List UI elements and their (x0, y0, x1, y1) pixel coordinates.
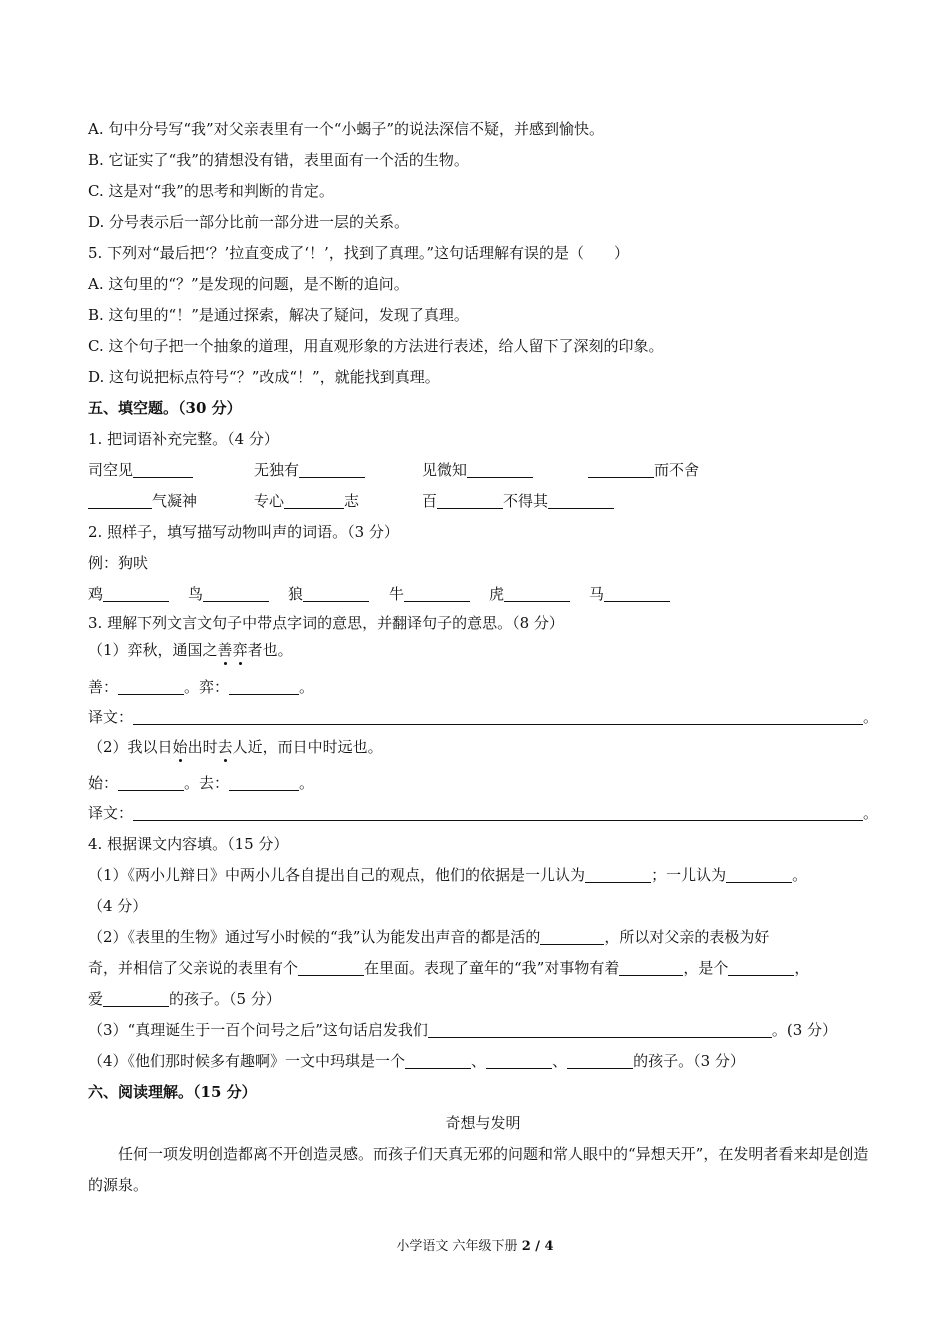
s5-q3-words2 (88, 764, 878, 798)
blank[interactable] (437, 491, 503, 509)
blank[interactable] (467, 460, 533, 478)
q4-option-c: C. 这是对“我”的思考和判断的肯定。 (88, 182, 334, 200)
period: 。 (863, 708, 879, 726)
blank[interactable] (299, 460, 365, 478)
passage-title: 奇想与发明 (445, 1114, 521, 1132)
blank[interactable] (103, 584, 169, 602)
part-text: 。 (792, 866, 808, 884)
part-text: 奇，并相信了父亲说的表里有个 (88, 959, 299, 977)
sentence-text: 出时 (187, 738, 218, 756)
part-text: ，是个 (683, 959, 729, 977)
s5-q4-part1 (88, 860, 878, 891)
answer-blank[interactable] (428, 1020, 772, 1038)
page-number: 2 / 4 (521, 1239, 554, 1254)
blank[interactable] (548, 491, 614, 509)
s5-q4-part2-line2 (88, 953, 878, 984)
s5-q2-animals (88, 579, 878, 610)
s5-q3-stem: 3. 理解下列文言文句子中带点字词的意思，并翻译句子的意思。（8 分） (88, 614, 564, 632)
s5-q3-sentence1 (88, 637, 878, 668)
part-text: （1）《两小儿辩日》中两小儿各自提出自己的观点，他们的依据是一儿认为 (88, 866, 586, 884)
exam-page (88, 114, 878, 1201)
q4-option-a: A. 句中分号写“我”对父亲表里有一个“小蝎子”的说法深信不疑，并感到愉快。 (88, 120, 605, 138)
blank[interactable] (133, 460, 193, 478)
part-text: 爱 (88, 990, 104, 1008)
word-label: 善： (88, 678, 119, 696)
s5-q3-sentence2 (88, 733, 878, 764)
blank[interactable] (298, 958, 364, 976)
separator: 、 (471, 1052, 487, 1070)
s5-q4-part3 (88, 1015, 878, 1046)
sentence-text: （1）弈秋，通国之 (88, 641, 218, 659)
blank[interactable] (567, 1051, 633, 1069)
part-text: （4）《他们那时候多有趣啊》一文中玛琪是一个 (88, 1052, 406, 1070)
blank[interactable] (486, 1051, 552, 1069)
translation-blank[interactable] (133, 707, 863, 725)
sentence-text: 者也。 (247, 641, 293, 659)
blank[interactable] (404, 584, 470, 602)
idiom-1: 司空见 (88, 461, 134, 479)
dotted-char: 善 (218, 637, 233, 664)
idiom-5: 气凝神 (152, 492, 198, 510)
s5-q1-stem: 1. 把词语补充完整。（4 分） (88, 430, 279, 448)
idiom-6b: 志 (344, 492, 360, 510)
part-text: ， (794, 959, 810, 977)
dotted-char: 弈 (233, 637, 248, 664)
translation-label: 译文： (88, 708, 134, 726)
translation-label: 译文： (88, 804, 134, 822)
blank[interactable] (588, 460, 654, 478)
page-footer (0, 1238, 950, 1256)
s5-q4-part4 (88, 1046, 878, 1077)
word-label: 始： (88, 774, 119, 792)
idiom-2: 无独有 (254, 461, 300, 479)
s5-q3-translation2 (88, 798, 878, 829)
part-text: 的孩子。（5 分） (169, 990, 281, 1008)
q4-option-d: D. 分号表示后一部分比前一部分进一层的关系。 (88, 213, 410, 231)
s5-q3-translation1 (88, 702, 878, 733)
passage-paragraph: 任何一项发明创造都离不开创造灵感。而孩子们天真无邪的问题和常人眼中的“异想天开”，在发明者看来却是创造的源泉。 (88, 1145, 869, 1194)
blank[interactable] (540, 927, 604, 945)
part-text: （2）《表里的生物》通过写小时候的“我”认为能发出声音的都是活的 (88, 928, 541, 946)
animal-1: 鸡 (88, 585, 104, 603)
s5-q2-stem: 2. 照样子，填写描写动物叫声的词语。（3 分） (88, 523, 399, 541)
q5-option-d: D. 这句说把标点符号“？”改成“！”，就能找到真理。 (88, 368, 440, 386)
translation-blank[interactable] (133, 803, 863, 821)
period: 。 (863, 804, 879, 822)
s5-q4-part2-line1 (88, 922, 878, 953)
separator: 、 (552, 1052, 568, 1070)
blank[interactable] (229, 773, 299, 791)
dotted-char: 去 (218, 733, 233, 761)
animal-5: 虎 (489, 585, 505, 603)
s5-q1-row2 (88, 486, 878, 517)
s5-q2-example: 例：狗吠 (88, 554, 149, 572)
q5-option-b: B. 这句里的“！”是通过探索，解决了疑问，发现了真理。 (88, 306, 469, 324)
q5-option-a: A. 这句里的“？”是发现的问题，是不断的追问。 (88, 275, 409, 293)
part-text: ，所以对父亲的表极为好 (604, 928, 770, 946)
blank[interactable] (284, 491, 344, 509)
footer-text: 小学语文 六年级下册 (396, 1239, 522, 1254)
part-text: 。(3 分） (771, 1021, 838, 1039)
blank[interactable] (585, 865, 651, 883)
idiom-3: 见微知 (422, 461, 468, 479)
blank[interactable] (619, 958, 683, 976)
sentence-text: 人近，而日中时远也。 (232, 738, 383, 756)
word-label: 。弈： (184, 678, 230, 696)
blank[interactable] (203, 584, 269, 602)
blank[interactable] (303, 584, 369, 602)
blank[interactable] (405, 1051, 471, 1069)
dotted-char: 始 (173, 733, 188, 761)
animal-4: 牛 (389, 585, 405, 603)
blank[interactable] (229, 677, 299, 695)
animal-2: 鸟 (188, 585, 204, 603)
s5-q1-row1 (88, 455, 878, 486)
s5-q4-stem: 4. 根据课文内容填。（15 分） (88, 835, 289, 853)
blank[interactable] (604, 584, 670, 602)
part-text: （3）“真理诞生于一百个问号之后”这句话启发我们 (88, 1021, 428, 1039)
blank[interactable] (103, 989, 169, 1007)
s5-q4-part2-line3 (88, 984, 878, 1015)
animal-3: 狼 (288, 585, 304, 603)
idiom-7a: 百 (422, 492, 438, 510)
q4-option-b: B. 它证实了“我”的猜想没有错，表里面有一个活的生物。 (88, 151, 469, 169)
s5-q3-words1 (88, 668, 878, 702)
word-label: 。去： (184, 774, 230, 792)
blank[interactable] (504, 584, 570, 602)
blank[interactable] (118, 677, 184, 695)
idiom-6a: 专心 (254, 492, 285, 510)
animal-6: 马 (589, 585, 605, 603)
blank[interactable] (728, 958, 794, 976)
part-text: 的孩子。（3 分） (633, 1052, 745, 1070)
section6-heading: 六、阅读理解。（15 分） (88, 1083, 257, 1101)
q5-stem: 5. 下列对“最后把‘？’拉直变成了‘！’，找到了真理。”这句话理解有误的是（ ） (88, 244, 629, 262)
idiom-7b: 不得其 (503, 492, 549, 510)
sentence-text: （2）我以日 (88, 738, 173, 756)
idiom-4: 而不舍 (654, 461, 700, 479)
q5-option-c: C. 这个句子把一个抽象的道理，用直观形象的方法进行表述，给人留下了深刻的印象。 (88, 337, 664, 355)
blank[interactable] (88, 491, 152, 509)
period: 。 (299, 774, 315, 792)
part-text: ；一儿认为 (651, 866, 727, 884)
blank[interactable] (726, 865, 792, 883)
part-text: 在里面。表现了童年的“我”对事物有着 (364, 959, 620, 977)
blank[interactable] (118, 773, 184, 791)
section5-heading: 五、填空题。（30 分） (88, 399, 242, 417)
s5-q4-part1-score: （4 分） (88, 897, 148, 915)
period: 。 (299, 678, 315, 696)
